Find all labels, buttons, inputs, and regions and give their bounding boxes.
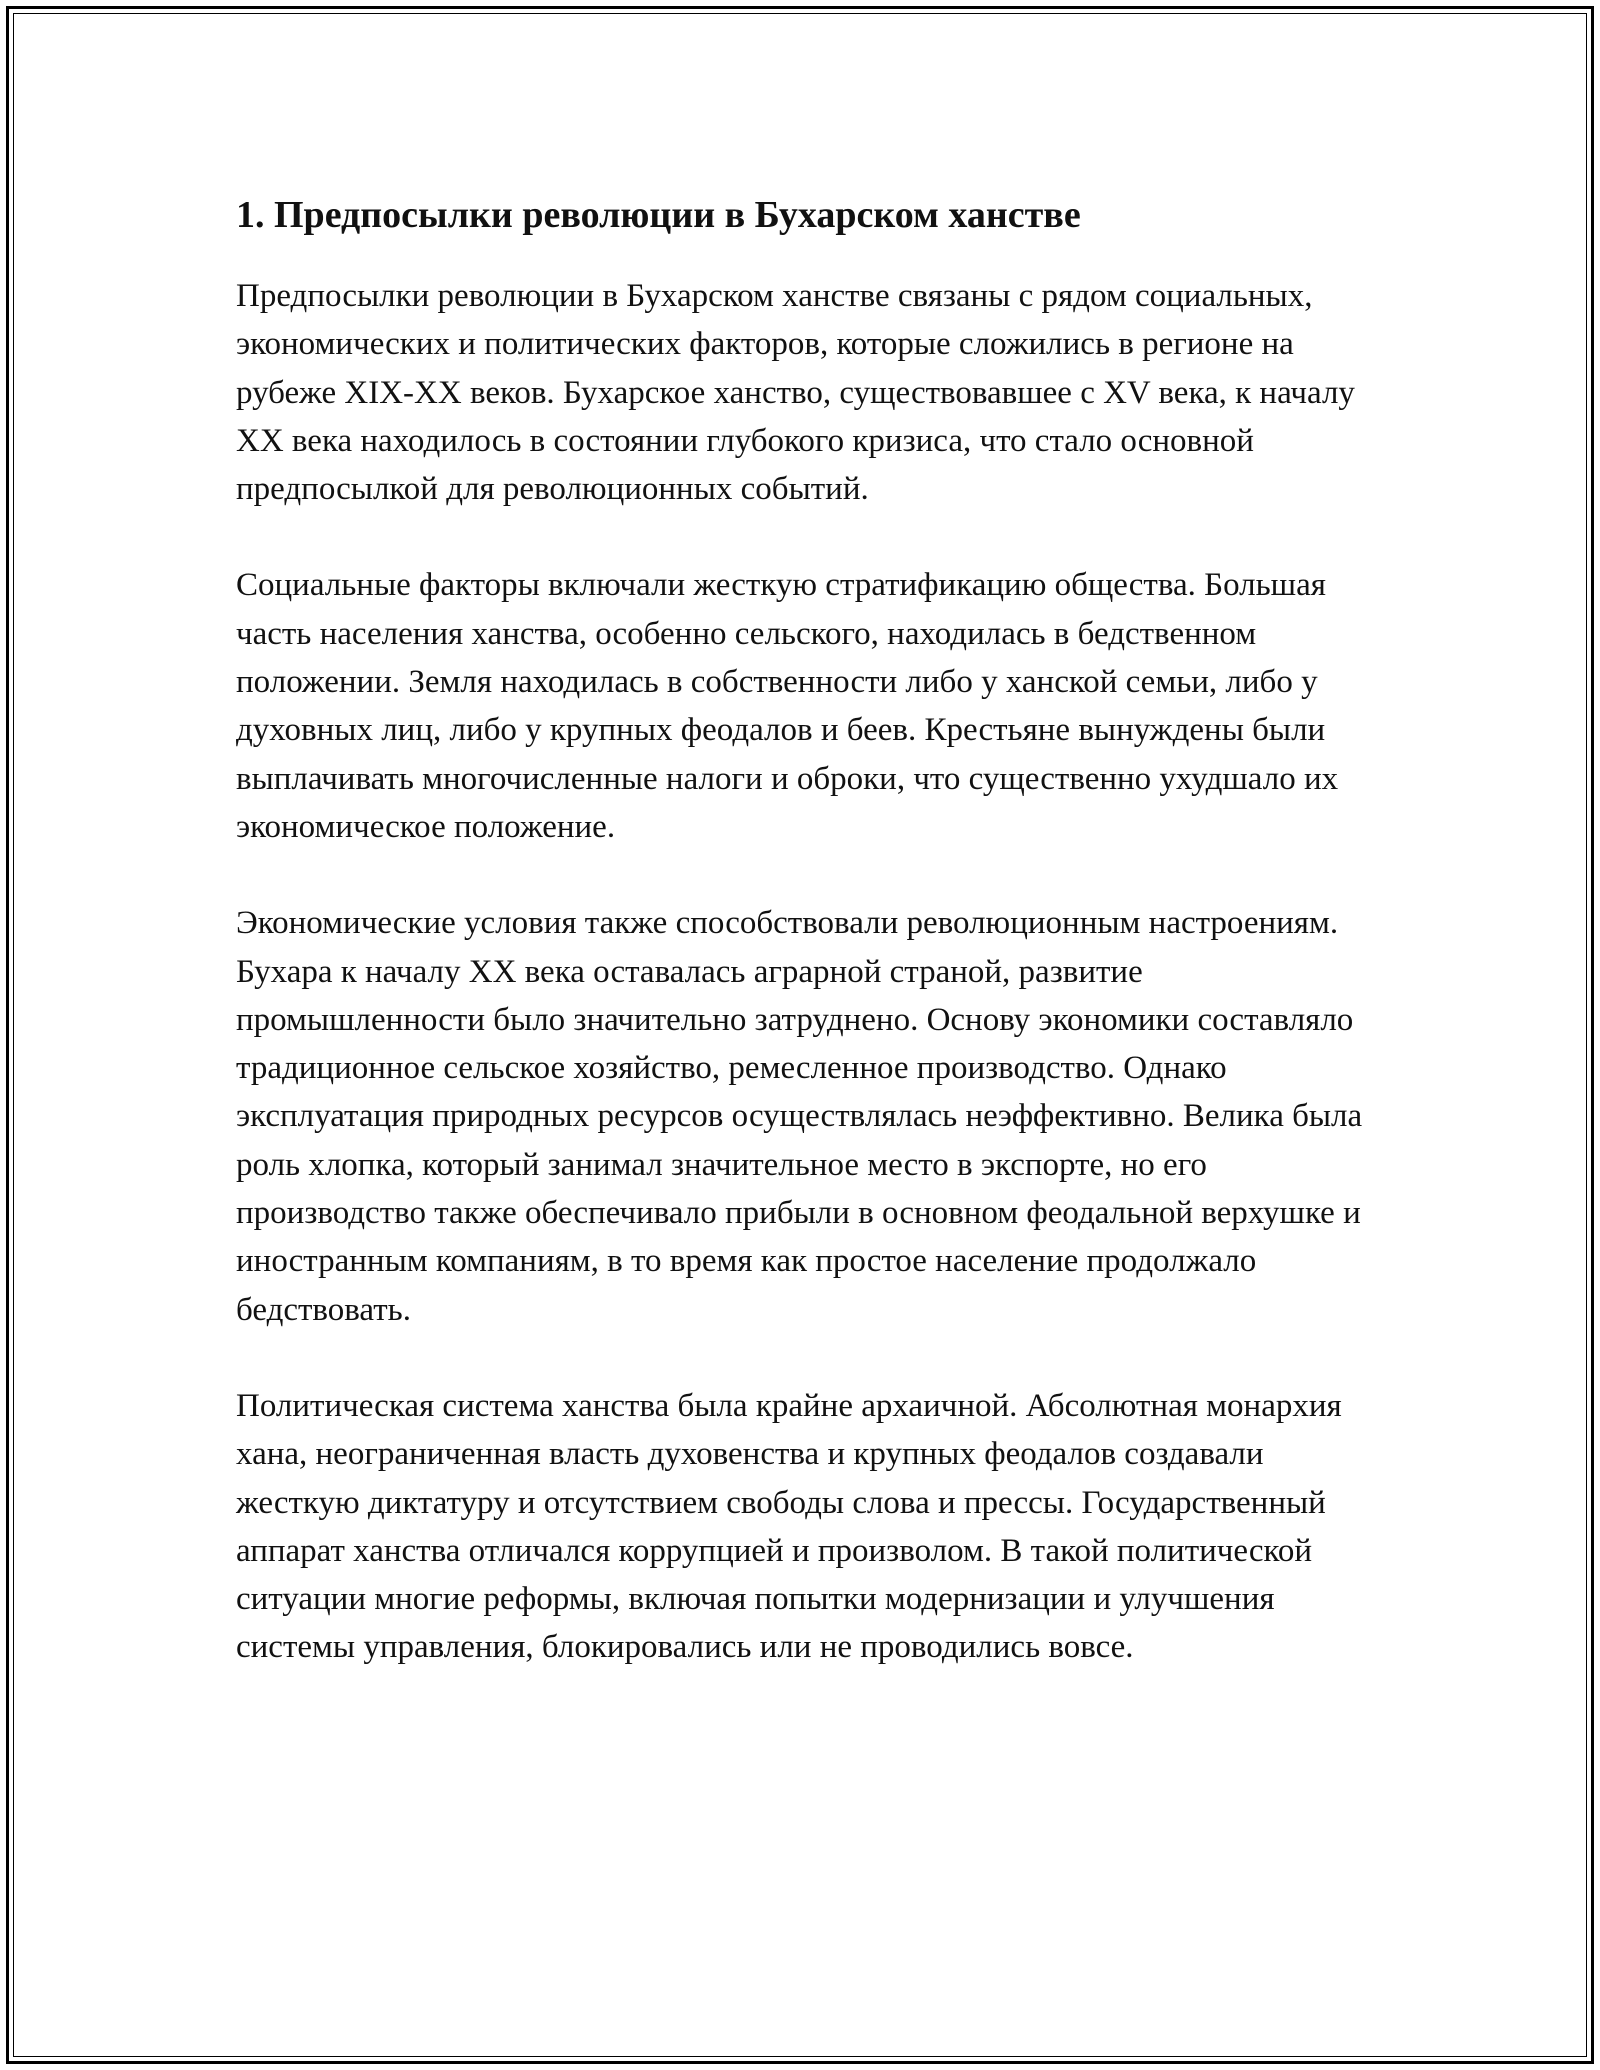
paragraph-economic-factors: Экономические условия также способствовали революционным настроениям. Бухара к началу XX века оставалась аграрной страной, развитие промышленности было значительно затруднено. Основу экономики составляло традиционное сельское хозяйство, ремесленное производство. Однако эксплуатация природных ресурсов осуществлялась неэффективно. Велика была роль хлопка, который занимал значительное место в экспорте, но его производство также обеспечивало прибыли в основном феодальной верхушке и иностранным компаниям, в то время как простое население продолжало бедствовать. [236,905,1363,1328]
paragraph-social-factors: Социальные факторы включали жесткую стратификацию общества. Большая часть населения ханства, особенно сельского, находилась в бедственном положении. Земля находилась в собственности либо у ханской семьи, либо у духовных лиц, либо у крупных феодалов и беев. Крестьяне вынуждены были выплачивать многочисленные налоги и оброки, что существенно ухудшало их экономическое положение. [236,567,1339,845]
document-body [236,186,1386,1720]
paragraph-intro: Предпосылки революции в Бухарском ханстве связаны с рядом социальных, экономических и политических факторов, которые сложились в регионе на рубеже XIX-XX веков. Бухарское ханство, существовавшее с XV века, к началу XX века находилось в состоянии глубокого кризиса, что стало основной предпосылкой для революционных событий. [236,278,1355,508]
paragraph-political-factors: Политическая система ханства была крайне архаичной. Абсолютная монархия хана, неограниченная власть духовенства и крупных феодалов создавали жесткую диктатуру и отсутствием свободы слова и прессы. Государственный аппарат ханства отличался коррупцией и произволом. В такой политической ситуации многие реформы, включая попытки модернизации и улучшения системы управления, блокировались или не проводились вовсе. [236,1387,1342,1666]
section-heading: 1. Предпосылки революции в Бухарском ханстве [236,194,1081,236]
